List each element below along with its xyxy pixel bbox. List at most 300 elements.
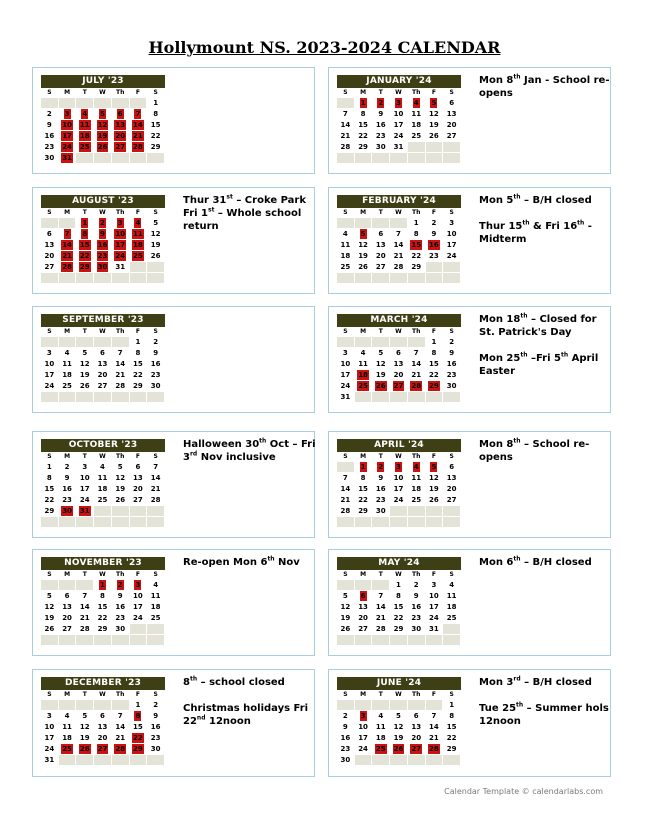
day-cell-empty bbox=[94, 153, 112, 164]
day-cell: 8 bbox=[147, 109, 165, 120]
weekday-label: S bbox=[443, 570, 461, 580]
day-cell-closed: 26 bbox=[372, 381, 390, 392]
day-cell: 1 bbox=[130, 337, 148, 348]
weekday-label: W bbox=[390, 88, 408, 98]
day-cell: 16 bbox=[41, 131, 59, 142]
day-cell: 28 bbox=[147, 495, 165, 506]
day-cell-empty bbox=[130, 506, 148, 517]
footer-credit: Calendar Template © calendarlabs.com bbox=[444, 787, 603, 796]
day-cell-closed: 14 bbox=[59, 240, 77, 251]
month-title: JUNE '24 bbox=[337, 677, 461, 690]
day-cell: 21 bbox=[76, 613, 94, 624]
mini-calendar bbox=[41, 314, 165, 403]
day-cell-empty bbox=[130, 98, 148, 109]
weekday-label: M bbox=[59, 208, 77, 218]
day-cell-empty bbox=[372, 755, 390, 766]
day-cell-empty bbox=[443, 273, 461, 284]
day-cell: 9 bbox=[59, 473, 77, 484]
day-cell: 26 bbox=[76, 381, 94, 392]
day-grid bbox=[41, 452, 165, 528]
day-cell-empty bbox=[59, 755, 77, 766]
weekday-label: T bbox=[76, 88, 94, 98]
day-cell: 2 bbox=[408, 580, 426, 591]
day-cell: 20 bbox=[372, 251, 390, 262]
day-cell: 6 bbox=[372, 229, 390, 240]
weekday-label: F bbox=[130, 88, 148, 98]
page-title: Hollymount NS. 2023-2024 CALENDAR bbox=[148, 38, 501, 57]
day-cell-empty bbox=[112, 755, 130, 766]
day-cell: 5 bbox=[337, 591, 355, 602]
weekday-label: M bbox=[59, 690, 77, 700]
day-cell-empty bbox=[59, 218, 77, 229]
day-cell-empty bbox=[355, 700, 373, 711]
day-cell: 12 bbox=[390, 722, 408, 733]
day-cell: 18 bbox=[147, 602, 165, 613]
day-cell-empty bbox=[94, 506, 112, 517]
day-cell-closed: 15 bbox=[408, 240, 426, 251]
weekday-label: F bbox=[130, 690, 148, 700]
day-cell: 24 bbox=[41, 744, 59, 755]
day-cell: 21 bbox=[147, 484, 165, 495]
day-cell-empty bbox=[59, 337, 77, 348]
day-cell-closed: 4 bbox=[76, 109, 94, 120]
day-cell-empty bbox=[355, 273, 373, 284]
day-cell: 17 bbox=[337, 370, 355, 381]
day-cell: 22 bbox=[426, 370, 444, 381]
day-cell-closed: 10 bbox=[112, 229, 130, 240]
day-cell: 22 bbox=[408, 251, 426, 262]
day-cell-closed: 7 bbox=[130, 109, 148, 120]
weekday-label: S bbox=[337, 452, 355, 462]
month-card-jul23 bbox=[32, 67, 315, 174]
day-cell-empty bbox=[426, 262, 444, 273]
month-card-may24 bbox=[328, 549, 611, 656]
day-cell-closed: 18 bbox=[130, 240, 148, 251]
mini-calendar bbox=[41, 439, 165, 528]
note-text: Christmas holidays Fri 22nd 12noon bbox=[183, 703, 309, 727]
day-cell: 4 bbox=[59, 348, 77, 359]
weekday-label: W bbox=[390, 208, 408, 218]
note-text: 8th – school closed bbox=[183, 675, 285, 688]
day-cell: 16 bbox=[372, 120, 390, 131]
day-cell-closed: 2 bbox=[372, 462, 390, 473]
day-cell-closed: 1 bbox=[355, 98, 373, 109]
day-cell-empty bbox=[426, 273, 444, 284]
day-cell: 4 bbox=[355, 348, 373, 359]
day-cell-empty bbox=[337, 635, 355, 646]
day-cell-empty bbox=[355, 337, 373, 348]
day-cell: 7 bbox=[337, 473, 355, 484]
day-cell-empty bbox=[408, 700, 426, 711]
day-cell-closed: 11 bbox=[130, 229, 148, 240]
day-cell: 1 bbox=[130, 700, 148, 711]
day-cell-empty bbox=[372, 635, 390, 646]
day-cell-empty bbox=[426, 153, 444, 164]
day-cell: 24 bbox=[426, 613, 444, 624]
day-cell: 6 bbox=[41, 229, 59, 240]
day-cell: 30 bbox=[372, 506, 390, 517]
day-cell: 21 bbox=[337, 495, 355, 506]
day-grid bbox=[337, 88, 461, 164]
day-cell: 25 bbox=[337, 262, 355, 273]
day-cell-empty bbox=[355, 580, 373, 591]
day-cell-closed: 1 bbox=[94, 580, 112, 591]
day-cell: 3 bbox=[443, 218, 461, 229]
day-cell-empty bbox=[59, 273, 77, 284]
day-cell: 29 bbox=[41, 506, 59, 517]
day-cell-empty bbox=[59, 580, 77, 591]
weekday-label: W bbox=[94, 570, 112, 580]
day-cell-empty bbox=[94, 755, 112, 766]
day-cell: 31 bbox=[426, 624, 444, 635]
day-cell-empty bbox=[130, 635, 148, 646]
day-cell-empty bbox=[408, 142, 426, 153]
day-cell: 23 bbox=[426, 251, 444, 262]
weekday-label: T bbox=[76, 452, 94, 462]
month-notes bbox=[183, 194, 317, 233]
weekday-label: W bbox=[390, 690, 408, 700]
day-cell: 9 bbox=[372, 473, 390, 484]
day-cell: 21 bbox=[390, 251, 408, 262]
day-cell: 20 bbox=[41, 251, 59, 262]
day-cell: 18 bbox=[372, 733, 390, 744]
day-cell: 22 bbox=[355, 131, 373, 142]
weekday-label: F bbox=[130, 452, 148, 462]
day-cell-closed: 20 bbox=[112, 131, 130, 142]
day-cell: 20 bbox=[355, 613, 373, 624]
day-cell-empty bbox=[130, 392, 148, 403]
day-cell: 18 bbox=[443, 602, 461, 613]
day-cell: 12 bbox=[147, 229, 165, 240]
day-cell: 21 bbox=[112, 733, 130, 744]
day-cell-empty bbox=[390, 700, 408, 711]
day-cell-empty bbox=[390, 517, 408, 528]
note-text: Thur 15th & Fri 16th - Midterm bbox=[479, 219, 592, 245]
day-cell: 13 bbox=[130, 473, 148, 484]
day-cell: 5 bbox=[76, 348, 94, 359]
day-cell-empty bbox=[147, 262, 165, 273]
note-text: Re-open Mon 6th Nov bbox=[183, 555, 300, 568]
day-cell: 1 bbox=[426, 337, 444, 348]
day-cell-empty bbox=[372, 580, 390, 591]
day-cell: 23 bbox=[147, 733, 165, 744]
day-cell: 27 bbox=[443, 131, 461, 142]
day-cell: 27 bbox=[443, 495, 461, 506]
day-cell: 12 bbox=[76, 722, 94, 733]
day-cell: 11 bbox=[408, 109, 426, 120]
day-cell: 25 bbox=[147, 613, 165, 624]
day-cell: 5 bbox=[41, 591, 59, 602]
day-cell: 31 bbox=[112, 262, 130, 273]
day-cell-closed: 5 bbox=[355, 229, 373, 240]
day-cell: 23 bbox=[112, 613, 130, 624]
month-card-oct23 bbox=[32, 431, 315, 538]
day-cell: 22 bbox=[130, 370, 148, 381]
day-cell: 12 bbox=[337, 602, 355, 613]
day-cell: 7 bbox=[76, 591, 94, 602]
day-cell: 22 bbox=[355, 495, 373, 506]
day-cell-empty bbox=[112, 392, 130, 403]
day-cell: 7 bbox=[112, 348, 130, 359]
weekday-label: S bbox=[337, 327, 355, 337]
weekday-label: T bbox=[76, 570, 94, 580]
day-cell-closed: 28 bbox=[408, 381, 426, 392]
day-cell: 17 bbox=[390, 120, 408, 131]
day-cell-empty bbox=[130, 153, 148, 164]
day-cell: 13 bbox=[390, 359, 408, 370]
day-cell: 6 bbox=[408, 711, 426, 722]
weekday-label: S bbox=[41, 327, 59, 337]
day-cell-empty bbox=[147, 392, 165, 403]
day-cell-empty bbox=[443, 506, 461, 517]
day-cell: 4 bbox=[59, 711, 77, 722]
day-cell: 30 bbox=[147, 381, 165, 392]
day-cell: 24 bbox=[355, 744, 373, 755]
day-cell: 4 bbox=[443, 580, 461, 591]
day-cell: 19 bbox=[372, 370, 390, 381]
day-cell-empty bbox=[147, 755, 165, 766]
month-title: MAY '24 bbox=[337, 557, 461, 570]
day-cell: 17 bbox=[41, 733, 59, 744]
day-cell: 28 bbox=[337, 142, 355, 153]
day-cell-empty bbox=[443, 755, 461, 766]
day-cell: 5 bbox=[390, 711, 408, 722]
day-cell: 19 bbox=[426, 120, 444, 131]
day-cell-closed: 23 bbox=[94, 251, 112, 262]
day-cell: 21 bbox=[372, 613, 390, 624]
day-cell: 19 bbox=[390, 733, 408, 744]
day-cell-empty bbox=[443, 142, 461, 153]
day-cell-empty bbox=[76, 635, 94, 646]
weekday-label: W bbox=[94, 88, 112, 98]
month-title: OCTOBER '23 bbox=[41, 439, 165, 452]
day-cell-closed: 31 bbox=[59, 153, 77, 164]
day-cell: 8 bbox=[390, 591, 408, 602]
day-cell-empty bbox=[372, 153, 390, 164]
weekday-label: T bbox=[372, 690, 390, 700]
day-cell: 8 bbox=[41, 473, 59, 484]
day-cell: 6 bbox=[443, 98, 461, 109]
day-cell: 10 bbox=[426, 591, 444, 602]
month-notes bbox=[183, 438, 317, 464]
day-cell-empty bbox=[76, 153, 94, 164]
day-cell: 1 bbox=[408, 218, 426, 229]
day-cell: 29 bbox=[94, 624, 112, 635]
day-cell-closed: 9 bbox=[94, 229, 112, 240]
day-cell: 14 bbox=[112, 722, 130, 733]
day-cell-empty bbox=[337, 517, 355, 528]
day-cell-empty bbox=[337, 273, 355, 284]
day-cell-closed: 3 bbox=[355, 711, 373, 722]
note-text: Mon 25th –Fri 5th April Easter bbox=[479, 351, 599, 377]
day-cell: 4 bbox=[147, 580, 165, 591]
day-cell: 26 bbox=[147, 251, 165, 262]
weekday-label: Th bbox=[408, 570, 426, 580]
day-cell-empty bbox=[112, 273, 130, 284]
month-card-feb24 bbox=[328, 187, 611, 294]
weekday-label: W bbox=[94, 208, 112, 218]
weekday-label: Th bbox=[112, 88, 130, 98]
day-cell: 6 bbox=[94, 348, 112, 359]
day-cell: 11 bbox=[59, 722, 77, 733]
day-cell-closed: 27 bbox=[390, 381, 408, 392]
month-title: FEBRUARY '24 bbox=[337, 195, 461, 208]
weekday-label: Th bbox=[112, 452, 130, 462]
day-grid bbox=[41, 690, 165, 766]
day-cell-empty bbox=[112, 506, 130, 517]
day-cell: 17 bbox=[130, 602, 148, 613]
day-cell-empty bbox=[41, 337, 59, 348]
day-cell-closed: 2 bbox=[112, 580, 130, 591]
note-text: Thur 31st – Croke Park Fri 1st – Whole school return bbox=[183, 193, 306, 232]
weekday-label: W bbox=[94, 690, 112, 700]
day-cell-empty bbox=[147, 635, 165, 646]
day-cell: 8 bbox=[130, 348, 148, 359]
day-cell-closed: 8 bbox=[76, 229, 94, 240]
day-cell: 27 bbox=[59, 624, 77, 635]
day-cell-closed: 29 bbox=[426, 381, 444, 392]
month-card-mar24 bbox=[328, 306, 611, 413]
day-cell: 29 bbox=[355, 506, 373, 517]
day-cell: 18 bbox=[337, 251, 355, 262]
day-cell-empty bbox=[59, 517, 77, 528]
day-cell-empty bbox=[94, 392, 112, 403]
day-cell-empty bbox=[443, 624, 461, 635]
day-cell-empty bbox=[408, 506, 426, 517]
weekday-label: F bbox=[130, 570, 148, 580]
day-cell-empty bbox=[408, 392, 426, 403]
day-cell: 19 bbox=[76, 370, 94, 381]
day-cell: 3 bbox=[76, 462, 94, 473]
day-cell: 2 bbox=[147, 700, 165, 711]
day-cell: 12 bbox=[112, 473, 130, 484]
day-cell: 2 bbox=[41, 109, 59, 120]
day-cell-closed: 4 bbox=[408, 462, 426, 473]
weekday-label: Th bbox=[408, 327, 426, 337]
day-cell: 7 bbox=[372, 591, 390, 602]
day-cell-empty bbox=[443, 517, 461, 528]
weekday-label: S bbox=[337, 690, 355, 700]
day-grid bbox=[337, 327, 461, 403]
day-cell-closed: 22 bbox=[130, 733, 148, 744]
day-cell-empty bbox=[76, 337, 94, 348]
day-cell-empty bbox=[355, 755, 373, 766]
day-cell: 24 bbox=[443, 251, 461, 262]
day-cell-empty bbox=[130, 262, 148, 273]
day-cell-empty bbox=[408, 755, 426, 766]
day-cell: 28 bbox=[112, 381, 130, 392]
day-cell-closed: 5 bbox=[94, 109, 112, 120]
day-cell-empty bbox=[130, 755, 148, 766]
day-cell: 14 bbox=[112, 359, 130, 370]
day-cell-closed: 18 bbox=[355, 370, 373, 381]
day-cell: 11 bbox=[408, 473, 426, 484]
mini-calendar bbox=[41, 75, 165, 164]
month-notes bbox=[479, 556, 613, 569]
day-cell: 28 bbox=[372, 624, 390, 635]
day-cell-empty bbox=[94, 273, 112, 284]
day-cell: 29 bbox=[390, 624, 408, 635]
day-cell: 8 bbox=[443, 711, 461, 722]
day-cell-empty bbox=[372, 218, 390, 229]
day-cell: 26 bbox=[337, 624, 355, 635]
day-cell: 2 bbox=[59, 462, 77, 473]
weekday-label: Th bbox=[408, 88, 426, 98]
day-cell: 23 bbox=[372, 131, 390, 142]
day-cell: 13 bbox=[355, 602, 373, 613]
day-cell: 20 bbox=[94, 733, 112, 744]
month-title: NOVEMBER '23 bbox=[41, 557, 165, 570]
day-cell-empty bbox=[76, 392, 94, 403]
weekday-label: F bbox=[426, 570, 444, 580]
day-cell: 15 bbox=[130, 359, 148, 370]
day-cell: 19 bbox=[426, 484, 444, 495]
day-cell: 11 bbox=[94, 473, 112, 484]
day-cell: 23 bbox=[337, 744, 355, 755]
day-cell: 25 bbox=[443, 613, 461, 624]
day-cell-empty bbox=[337, 462, 355, 473]
day-cell-closed: 4 bbox=[408, 98, 426, 109]
day-cell: 12 bbox=[355, 240, 373, 251]
day-cell: 16 bbox=[372, 484, 390, 495]
day-cell-closed: 31 bbox=[76, 506, 94, 517]
day-cell: 25 bbox=[59, 381, 77, 392]
day-cell: 19 bbox=[112, 484, 130, 495]
month-notes bbox=[479, 438, 613, 464]
note-text: Mon 8th Jan - School re-opens bbox=[479, 73, 610, 99]
weekday-label: F bbox=[130, 208, 148, 218]
month-title: SEPTEMBER '23 bbox=[41, 314, 165, 327]
day-cell: 9 bbox=[443, 348, 461, 359]
day-cell: 15 bbox=[426, 359, 444, 370]
weekday-label: T bbox=[372, 327, 390, 337]
day-cell: 12 bbox=[372, 359, 390, 370]
day-cell: 3 bbox=[426, 580, 444, 591]
weekday-label: Th bbox=[408, 208, 426, 218]
day-cell: 21 bbox=[408, 370, 426, 381]
day-cell: 8 bbox=[355, 109, 373, 120]
day-cell: 27 bbox=[41, 262, 59, 273]
weekday-label: S bbox=[41, 570, 59, 580]
day-cell: 27 bbox=[355, 624, 373, 635]
month-notes bbox=[183, 676, 317, 728]
weekday-label: T bbox=[76, 690, 94, 700]
day-cell: 7 bbox=[390, 229, 408, 240]
day-cell: 7 bbox=[337, 109, 355, 120]
day-cell-closed: 10 bbox=[59, 120, 77, 131]
day-cell-closed: 28 bbox=[426, 744, 444, 755]
day-cell: 17 bbox=[426, 602, 444, 613]
day-cell-closed: 26 bbox=[76, 744, 94, 755]
day-cell: 16 bbox=[147, 359, 165, 370]
day-cell-closed: 1 bbox=[355, 462, 373, 473]
day-cell: 22 bbox=[41, 495, 59, 506]
day-cell-closed: 4 bbox=[130, 218, 148, 229]
day-grid bbox=[41, 570, 165, 646]
day-cell-empty bbox=[76, 517, 94, 528]
note-text: Tue 25th – Summer hols 12noon bbox=[479, 701, 609, 727]
weekday-label: M bbox=[355, 88, 373, 98]
day-cell: 9 bbox=[426, 229, 444, 240]
day-cell-closed: 14 bbox=[130, 120, 148, 131]
day-cell-empty bbox=[76, 273, 94, 284]
day-cell-closed: 25 bbox=[355, 381, 373, 392]
day-cell-closed: 3 bbox=[112, 218, 130, 229]
day-cell: 10 bbox=[390, 109, 408, 120]
weekday-label: M bbox=[59, 452, 77, 462]
day-cell: 6 bbox=[94, 711, 112, 722]
day-cell-closed: 29 bbox=[130, 744, 148, 755]
